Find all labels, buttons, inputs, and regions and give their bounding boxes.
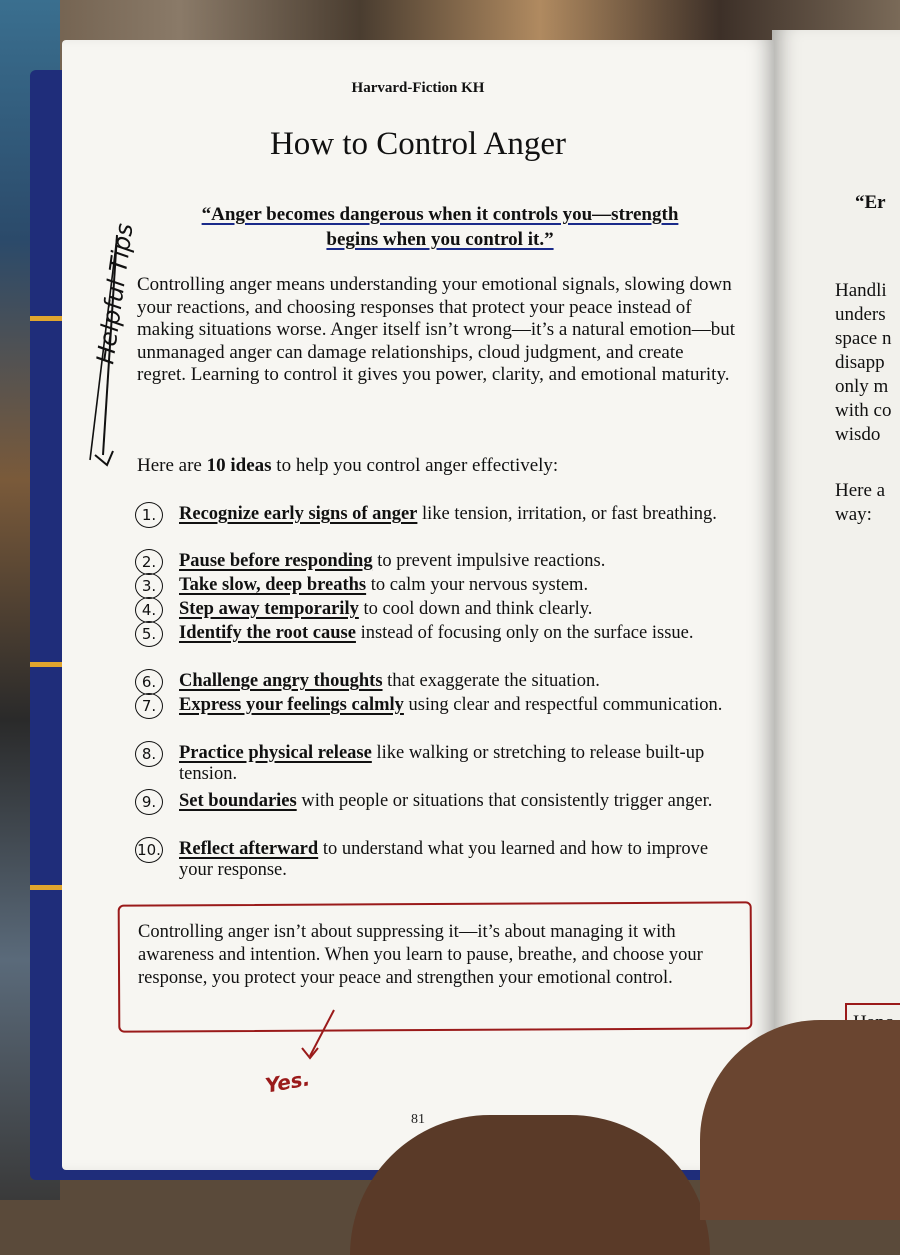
list-item	[135, 695, 735, 743]
page-title: How to Control Anger	[269, 126, 567, 162]
right-page-line: with co	[835, 400, 892, 421]
right-page-line: disapp	[835, 352, 885, 373]
item-heading: Step away temporarily	[179, 599, 359, 619]
spine-stitch	[30, 885, 64, 890]
side-note-text: Helpful Tips	[91, 221, 139, 366]
right-page-quote: “Er	[855, 192, 886, 213]
item-text: to calm your nervous system.	[366, 575, 589, 595]
right-page-line: wisdo	[835, 424, 881, 445]
circled-number: 4.	[135, 597, 163, 623]
item-text: to prevent impulsive reactions.	[372, 551, 606, 571]
circled-number: 7.	[135, 693, 163, 719]
circled-number: 1.	[135, 502, 163, 528]
list-item	[135, 551, 735, 575]
circled-number: 5.	[135, 621, 163, 647]
list-item	[135, 623, 735, 671]
circled-number: 8.	[135, 741, 163, 767]
running-header: Harvard-Fiction KH	[351, 80, 485, 96]
item-text: like tension, irritation, or fast breathing.	[417, 504, 717, 524]
handwritten-helpful-tips-note	[55, 215, 145, 475]
right-page-line: only m	[835, 376, 889, 397]
item-heading: Challenge angry thoughts	[179, 671, 383, 691]
lead-text: to help you control anger effectively:	[271, 455, 559, 476]
circled-number: 9.	[135, 789, 163, 815]
ideas-list	[135, 504, 735, 887]
handwritten-yes-note	[262, 1008, 342, 1108]
summary-paragraph: Controlling anger isn’t about suppressing it—it’s about managing it with awareness and intention. When you learn to pause, breathe, and choose your response, you protect your peace and strengthen your emotional control.	[138, 922, 703, 988]
lead-text: Here are	[137, 455, 207, 476]
list-item	[135, 791, 735, 839]
item-text: instead of focusing only on the surface issue.	[355, 623, 694, 643]
item-heading: Pause before responding	[179, 551, 373, 571]
quote-line-1: “Anger becomes dangerous when it controls you—strength	[201, 204, 679, 225]
item-heading: Take slow, deep breaths	[179, 575, 367, 595]
item-heading: Reflect afterward	[179, 839, 319, 859]
list-item	[135, 599, 735, 623]
list-item	[135, 671, 735, 695]
item-heading: Recognize early signs of anger	[179, 504, 418, 524]
right-page-line: Handli	[835, 280, 887, 301]
lead-bold: 10 ideas	[206, 455, 272, 476]
item-text: to understand what you learned and how to improve your response.	[179, 839, 709, 880]
list-lead	[137, 455, 737, 477]
item-text: with people or situations that consistently trigger anger.	[296, 791, 713, 811]
spine-stitch	[30, 662, 64, 667]
list-item	[135, 504, 735, 551]
pull-quote	[150, 202, 730, 252]
item-heading: Set boundaries	[179, 791, 297, 811]
item-heading: Practice physical release	[179, 743, 372, 763]
item-text: to cool down and think clearly.	[358, 599, 593, 619]
list-item	[135, 839, 735, 887]
right-page-line: Here a	[835, 480, 886, 501]
yes-note-text: Yes.	[263, 1066, 312, 1098]
item-text: that exaggerate the situation.	[382, 671, 600, 691]
item-text: using clear and respectful communication.	[403, 695, 723, 715]
circled-number: 6.	[135, 669, 163, 695]
right-page-line: unders	[835, 304, 886, 325]
right-page-line: way:	[835, 504, 872, 525]
list-item	[135, 575, 735, 599]
page-number: 81	[411, 1112, 425, 1127]
right-page-line: space n	[835, 328, 892, 349]
intro-paragraph: Controlling anger means understanding your emotional signals, slowing down your reactions, and choosing responses that protect your peace instead of making situations worse. Anger itself isn’t wrong—it’s a natural emotion—but unmanaged anger can damage relationships, cloud judgment, and create regret. Learning to control it gives you power, clarity, and emotional maturity.	[137, 274, 736, 385]
item-text: like walking or stretching to release built-up tension.	[179, 743, 705, 784]
item-heading: Identify the root cause	[179, 623, 356, 643]
quote-line-2: begins when you control it.”	[326, 229, 554, 250]
circled-number: 10.	[135, 837, 163, 863]
circled-number: 2.	[135, 549, 163, 575]
circled-number: 3.	[135, 573, 163, 599]
item-heading: Express your feelings calmly	[179, 695, 404, 715]
list-item	[135, 743, 735, 791]
